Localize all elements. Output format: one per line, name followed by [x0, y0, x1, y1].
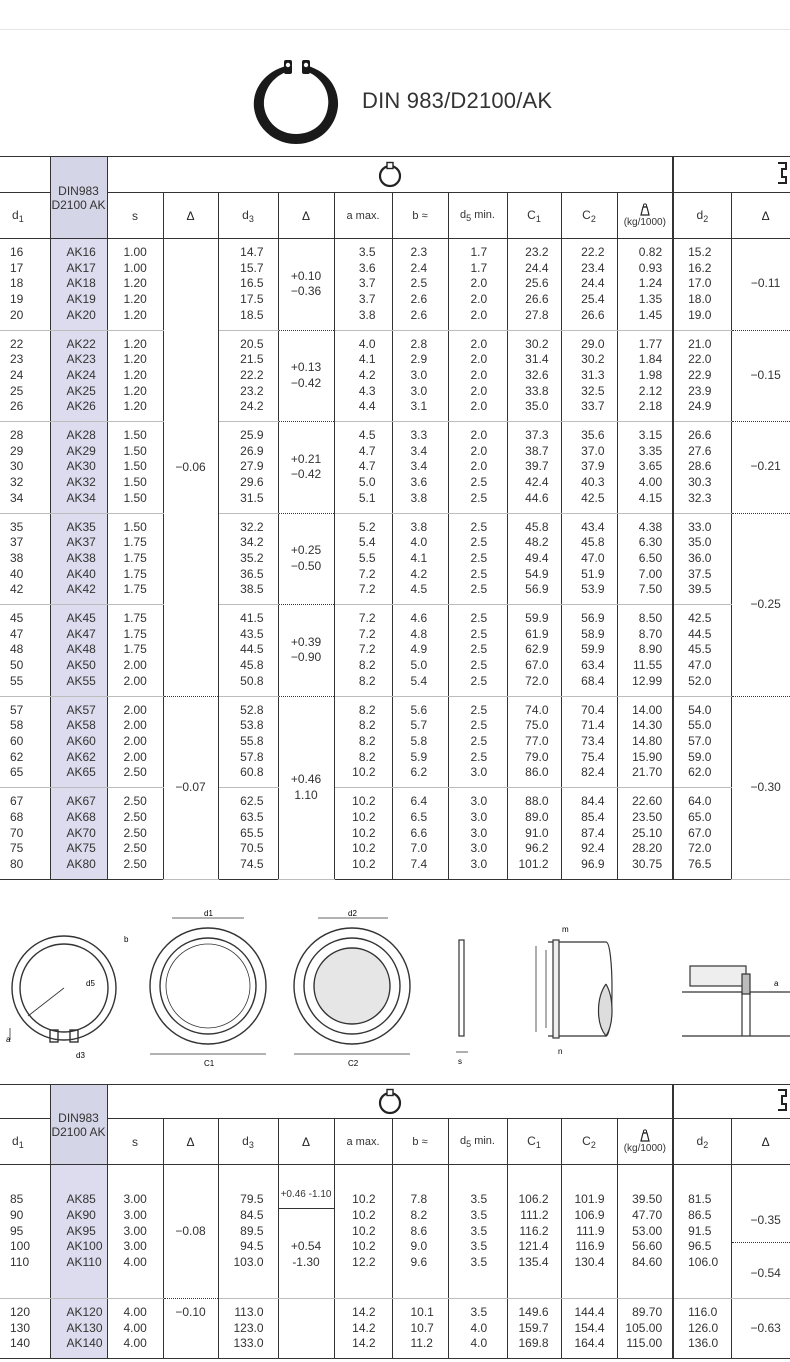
- table-row: [0, 788, 790, 880]
- b-cell: 6.4 6.5 6.6 7.0 7.4: [392, 788, 448, 880]
- d2-tolerance: −0.11: [731, 239, 790, 331]
- label-b: b: [124, 935, 129, 944]
- d3-cell: 20.5 21.5 22.2 23.2 24.2: [218, 330, 278, 422]
- d3-tolerance: +0.10 −0.36: [278, 239, 334, 331]
- d3-tolerance: +0.25 −0.50: [278, 513, 334, 605]
- d3-cell: 62.5 63.5 65.5 70.5 74.5: [218, 788, 278, 880]
- weight-cell: 8.50 8.70 8.90 11.55 12.99: [617, 605, 673, 697]
- b-cell: 2.8 2.9 3.0 3.0 3.1: [392, 330, 448, 422]
- ak-cell: AK16 AK17 AK18 AK19 AK20: [50, 239, 107, 331]
- a-cell: 4.5 4.7 4.7 5.0 5.1: [334, 422, 392, 514]
- header-weight: (kg/1000): [617, 1119, 673, 1165]
- ak-cell: AK120 AK130 AK140: [50, 1298, 107, 1358]
- ring-header-cell: [107, 157, 673, 193]
- weight-icon: [638, 1129, 652, 1142]
- shaft-section-view: [536, 940, 612, 1038]
- d2-cell: 33.0 35.0 36.0 37.5 39.5: [673, 513, 731, 605]
- header-d1: $d_1$: [0, 1119, 50, 1165]
- ring-icon: [376, 161, 404, 189]
- c2-cell: 35.6 37.0 37.9 40.3 42.5: [561, 422, 617, 514]
- header-s: s: [107, 193, 163, 239]
- header-weight: (kg/1000): [617, 193, 673, 239]
- header-d5: $d_5$ min.: [448, 1119, 507, 1165]
- d5-cell: 2.5 2.5 2.5 2.5 2.5: [448, 605, 507, 697]
- table-row: [0, 605, 790, 697]
- d2-tolerance: −0.30: [731, 696, 790, 879]
- d5-cell: 2.5 2.5 2.5 2.5 2.5: [448, 513, 507, 605]
- c1-cell: 23.2 24.4 25.6 26.6 27.8: [507, 239, 561, 331]
- s-cell: 1.50 1.75 1.75 1.75 1.75: [107, 513, 163, 605]
- header-delta-d2: Δ: [731, 1119, 790, 1165]
- d2-tolerance: −0.21: [731, 422, 790, 514]
- d2-tolerance: −0.63: [731, 1298, 790, 1358]
- top-bar: [0, 0, 790, 30]
- table-row: [0, 1298, 790, 1358]
- d1-cell: 22 23 24 25 26: [0, 330, 50, 422]
- label-m: m: [562, 925, 569, 934]
- s-tolerance: −0.06: [163, 239, 218, 697]
- label-a: a: [6, 1035, 11, 1044]
- b-cell: 5.6 5.7 5.8 5.9 6.2: [392, 696, 448, 788]
- a-cell: 14.2 14.2 14.2: [334, 1298, 392, 1358]
- b-cell: 7.8 8.2 8.6 9.0 9.6: [392, 1165, 448, 1299]
- d2-tolerance: −0.15: [731, 330, 790, 422]
- d3-cell: 52.8 53.8 55.8 57.8 60.8: [218, 696, 278, 788]
- c2-cell: 101.9 106.9 111.9 116.9 130.4: [561, 1165, 617, 1299]
- d3-tolerance: +0.46 1.10: [278, 696, 334, 879]
- d3-cell: 113.0 123.0 133.0: [218, 1298, 278, 1358]
- weight-icon: [638, 203, 652, 216]
- d1-cell: 28 29 30 32 34: [0, 422, 50, 514]
- d3-cell: 25.9 26.9 27.9 29.6 31.5: [218, 422, 278, 514]
- s-cell: 4.00 4.00 4.00: [107, 1298, 163, 1358]
- header-a: a max.: [334, 193, 392, 239]
- label-d5: d5: [86, 979, 95, 988]
- header-d3: $d_3$: [218, 1119, 278, 1165]
- d1-cell: 45 47 48 50 55: [0, 605, 50, 697]
- weight-cell: 1.77 1.84 1.98 2.12 2.18: [617, 330, 673, 422]
- d5-cell: 2.0 2.0 2.0 2.0 2.0: [448, 330, 507, 422]
- spec-table-top: [0, 156, 790, 880]
- b-cell: 3.3 3.4 3.4 3.6 3.8: [392, 422, 448, 514]
- d3-tolerance: +0.21 −0.42: [278, 422, 334, 514]
- weight-cell: 89.70 105.00 115.00: [617, 1298, 673, 1358]
- d3-cell: 32.2 34.2 35.2 36.5 38.5: [218, 513, 278, 605]
- s-cell: 1.50 1.50 1.50 1.50 1.50: [107, 422, 163, 514]
- d3-cell: 14.7 15.7 16.5 17.5 18.5: [218, 239, 278, 331]
- ak-cell: AK57 AK58 AK60 AK62 AK65: [50, 696, 107, 788]
- label-c1: C1: [204, 1059, 215, 1068]
- ring-side-view: [456, 940, 468, 1052]
- d3-cell: 41.5 43.5 44.5 45.8 50.8: [218, 605, 278, 697]
- weight-cell: 22.60 23.50 25.10 28.20 30.75: [617, 788, 673, 880]
- c2-cell: 84.4 85.4 87.4 92.4 96.9: [561, 788, 617, 880]
- c2-cell: 70.4 71.4 73.4 75.4 82.4: [561, 696, 617, 788]
- c1-cell: 88.0 89.0 91.0 96.2 101.2: [507, 788, 561, 880]
- header-delta-s: Δ: [163, 193, 218, 239]
- label-d2: d2: [348, 909, 357, 918]
- header-a: a max.: [334, 1119, 392, 1165]
- b-cell: 2.3 2.4 2.5 2.6 2.6: [392, 239, 448, 331]
- ring-installed-view: [150, 918, 266, 1054]
- d2-cell: 15.2 16.2 17.0 18.0 19.0: [673, 239, 731, 331]
- d2-cell: 21.0 22.0 22.9 23.9 24.9: [673, 330, 731, 422]
- label-c2: C2: [348, 1059, 359, 1068]
- ak-cell: AK28 AK29 AK30 AK32 AK34: [50, 422, 107, 514]
- d3-tolerance: +0.13 −0.42: [278, 330, 334, 422]
- ak-cell: AK45 AK47 AK48 AK50 AK55: [50, 605, 107, 697]
- c1-cell: 45.8 48.2 49.4 54.9 56.9: [507, 513, 561, 605]
- c2-cell: 56.9 58.9 59.9 63.4 68.4: [561, 605, 617, 697]
- din-header: DIN983 D2100 AK: [50, 1085, 107, 1165]
- weight-cell: 0.82 0.93 1.24 1.35 1.45: [617, 239, 673, 331]
- d3-cell: 79.5 84.5 89.5 94.5 103.0: [218, 1165, 278, 1299]
- din-header: DIN983 D2100 AK: [50, 157, 107, 239]
- header-d5: $d_5$ min.: [448, 193, 507, 239]
- c1-cell: 106.2 111.2 116.2 121.4 135.4: [507, 1165, 561, 1299]
- d1-cell: 16 17 18 19 20: [0, 239, 50, 331]
- a-cell: 10.2 10.2 10.2 10.2 12.2: [334, 1165, 392, 1299]
- spec-table-bottom: [0, 1084, 790, 1359]
- d2-cell: 54.0 55.0 57.0 59.0 62.0: [673, 696, 731, 788]
- a-cell: 3.5 3.6 3.7 3.7 3.8: [334, 239, 392, 331]
- ak-cell: AK35 AK37 AK38 AK40 AK42: [50, 513, 107, 605]
- d3-tolerance: +0.39 −0.90: [278, 605, 334, 697]
- table-row: [0, 422, 790, 514]
- c2-cell: 22.2 23.4 24.4 25.4 26.6: [561, 239, 617, 331]
- c2-cell: 29.0 30.2 31.3 32.5 33.7: [561, 330, 617, 422]
- d1-cell: 67 68 70 75 80: [0, 788, 50, 880]
- a-cell: 10.2 10.2 10.2 10.2 10.2: [334, 788, 392, 880]
- table-row: [0, 1165, 790, 1299]
- c1-cell: 74.0 75.0 77.0 79.0 86.0: [507, 696, 561, 788]
- d2-cell: 64.0 65.0 67.0 72.0 76.5: [673, 788, 731, 880]
- header-d1: $d_1$: [0, 193, 50, 239]
- groove-icon: [776, 161, 790, 185]
- groove-header-cell: [673, 157, 790, 193]
- a-cell: 7.2 7.2 7.2 8.2 8.2: [334, 605, 392, 697]
- a-cell: 8.2 8.2 8.2 8.2 10.2: [334, 696, 392, 788]
- weight-cell: 3.15 3.35 3.65 4.00 4.15: [617, 422, 673, 514]
- c2-cell: 43.4 45.8 47.0 51.9 53.9: [561, 513, 617, 605]
- s-cell: 2.50 2.50 2.50 2.50 2.50: [107, 788, 163, 880]
- header-d3: $d_3$: [218, 193, 278, 239]
- d5-cell: 3.0 3.0 3.0 3.0 3.0: [448, 788, 507, 880]
- c1-cell: 149.6 159.7 169.8: [507, 1298, 561, 1358]
- s-cell: 3.00 3.00 3.00 3.00 4.00: [107, 1165, 163, 1299]
- header-b: b ≈: [392, 193, 448, 239]
- header-d2: $d_2$: [673, 1119, 731, 1165]
- d5-cell: 3.5 4.0 4.0: [448, 1298, 507, 1358]
- header-delta-d2: Δ: [731, 193, 790, 239]
- weight-cell: 14.00 14.30 14.80 15.90 21.70: [617, 696, 673, 788]
- s-tolerance: −0.08: [163, 1165, 218, 1299]
- d3-tolerance: +0.46 -1.10 +0.54 -1.30: [278, 1165, 334, 1299]
- header-b: b ≈: [392, 1119, 448, 1165]
- b-cell: 3.8 4.0 4.1 4.2 4.5: [392, 513, 448, 605]
- ak-cell: AK85 AK90 AK95 AK100 AK110: [50, 1165, 107, 1299]
- groove-header-cell: [673, 1085, 790, 1119]
- d1-cell: 57 58 60 62 65: [0, 696, 50, 788]
- b-cell: 10.1 10.7 11.2: [392, 1298, 448, 1358]
- d1-cell: 35 37 38 40 42: [0, 513, 50, 605]
- header-d2: $d_2$: [673, 193, 731, 239]
- header-delta-d3: Δ: [278, 1119, 334, 1165]
- s-tolerance: −0.10: [163, 1298, 218, 1358]
- technical-drawings: [0, 906, 790, 1082]
- retaining-ring-logo-icon: [246, 54, 346, 148]
- header-delta-s: Δ: [163, 1119, 218, 1165]
- header-delta-d3: Δ: [278, 193, 334, 239]
- d1-cell: 85 90 95 100 110: [0, 1165, 50, 1299]
- a-cell: 4.0 4.1 4.2 4.3 4.4: [334, 330, 392, 422]
- c1-cell: 37.3 38.7 39.7 42.4 44.6: [507, 422, 561, 514]
- table-row: [0, 513, 790, 605]
- d2-cell: 81.5 86.5 91.5 96.5 106.0: [673, 1165, 731, 1299]
- header-c2: $C_2$: [561, 1119, 617, 1165]
- label-d3: d3: [76, 1051, 85, 1060]
- ak-cell: AK67 AK68 AK70 AK75 AK80: [50, 788, 107, 880]
- header-c1: $C_1$: [507, 1119, 561, 1165]
- label-s: s: [458, 1057, 462, 1066]
- header-c1: $C_1$: [507, 193, 561, 239]
- c1-cell: 30.2 31.4 32.6 33.8 35.0: [507, 330, 561, 422]
- d5-cell: 3.5 3.5 3.5 3.5 3.5: [448, 1165, 507, 1299]
- d1-cell: 120 130 140: [0, 1298, 50, 1358]
- c1-cell: 59.9 61.9 62.9 67.0 72.0: [507, 605, 561, 697]
- d2-tolerance: −0.25: [731, 513, 790, 696]
- groove-detail-view: [682, 966, 790, 1036]
- ring-header-cell: [107, 1085, 673, 1119]
- s-cell: 2.00 2.00 2.00 2.00 2.50: [107, 696, 163, 788]
- header-c2: $C_2$: [561, 193, 617, 239]
- d2-cell: 26.6 27.6 28.6 30.3 32.3: [673, 422, 731, 514]
- d5-cell: 2.0 2.0 2.0 2.5 2.5: [448, 422, 507, 514]
- label-n: n: [558, 1047, 563, 1056]
- table-row: [0, 239, 790, 331]
- d3-tolerance-empty: [278, 1298, 334, 1358]
- groove-icon: [776, 1088, 790, 1112]
- c2-cell: 144.4 154.4 164.4: [561, 1298, 617, 1358]
- ring-icon: [376, 1088, 404, 1116]
- weight-cell: 4.38 6.30 6.50 7.00 7.50: [617, 513, 673, 605]
- d5-cell: 2.5 2.5 2.5 2.5 3.0: [448, 696, 507, 788]
- header-s: s: [107, 1119, 163, 1165]
- a-cell: 5.2 5.4 5.5 7.2 7.2: [334, 513, 392, 605]
- ak-cell: AK22 AK23 AK24 AK25 AK26: [50, 330, 107, 422]
- d2-tolerance: −0.35 −0.54: [731, 1165, 790, 1299]
- page-title: DIN 983/D2100/AK: [362, 88, 553, 113]
- d2-cell: 116.0 126.0 136.0: [673, 1298, 731, 1358]
- d2-cell: 42.5 44.5 45.5 47.0 52.0: [673, 605, 731, 697]
- table-row: [0, 696, 790, 788]
- weight-cell: 39.50 47.70 53.00 56.60 84.60: [617, 1165, 673, 1299]
- label-d1: d1: [204, 909, 213, 918]
- ring-front-view: [10, 936, 116, 1042]
- s-cell: 1.00 1.00 1.20 1.20 1.20: [107, 239, 163, 331]
- b-cell: 4.6 4.8 4.9 5.0 5.4: [392, 605, 448, 697]
- s-cell: 1.20 1.20 1.20 1.20 1.20: [107, 330, 163, 422]
- table-row: [0, 330, 790, 422]
- s-tolerance: −0.07: [163, 696, 218, 879]
- label-a-detail: a: [774, 979, 779, 988]
- ring-groove-view: [294, 918, 410, 1054]
- s-cell: 1.75 1.75 1.75 2.00 2.00: [107, 605, 163, 697]
- d5-cell: 1.7 1.7 2.0 2.0 2.0: [448, 239, 507, 331]
